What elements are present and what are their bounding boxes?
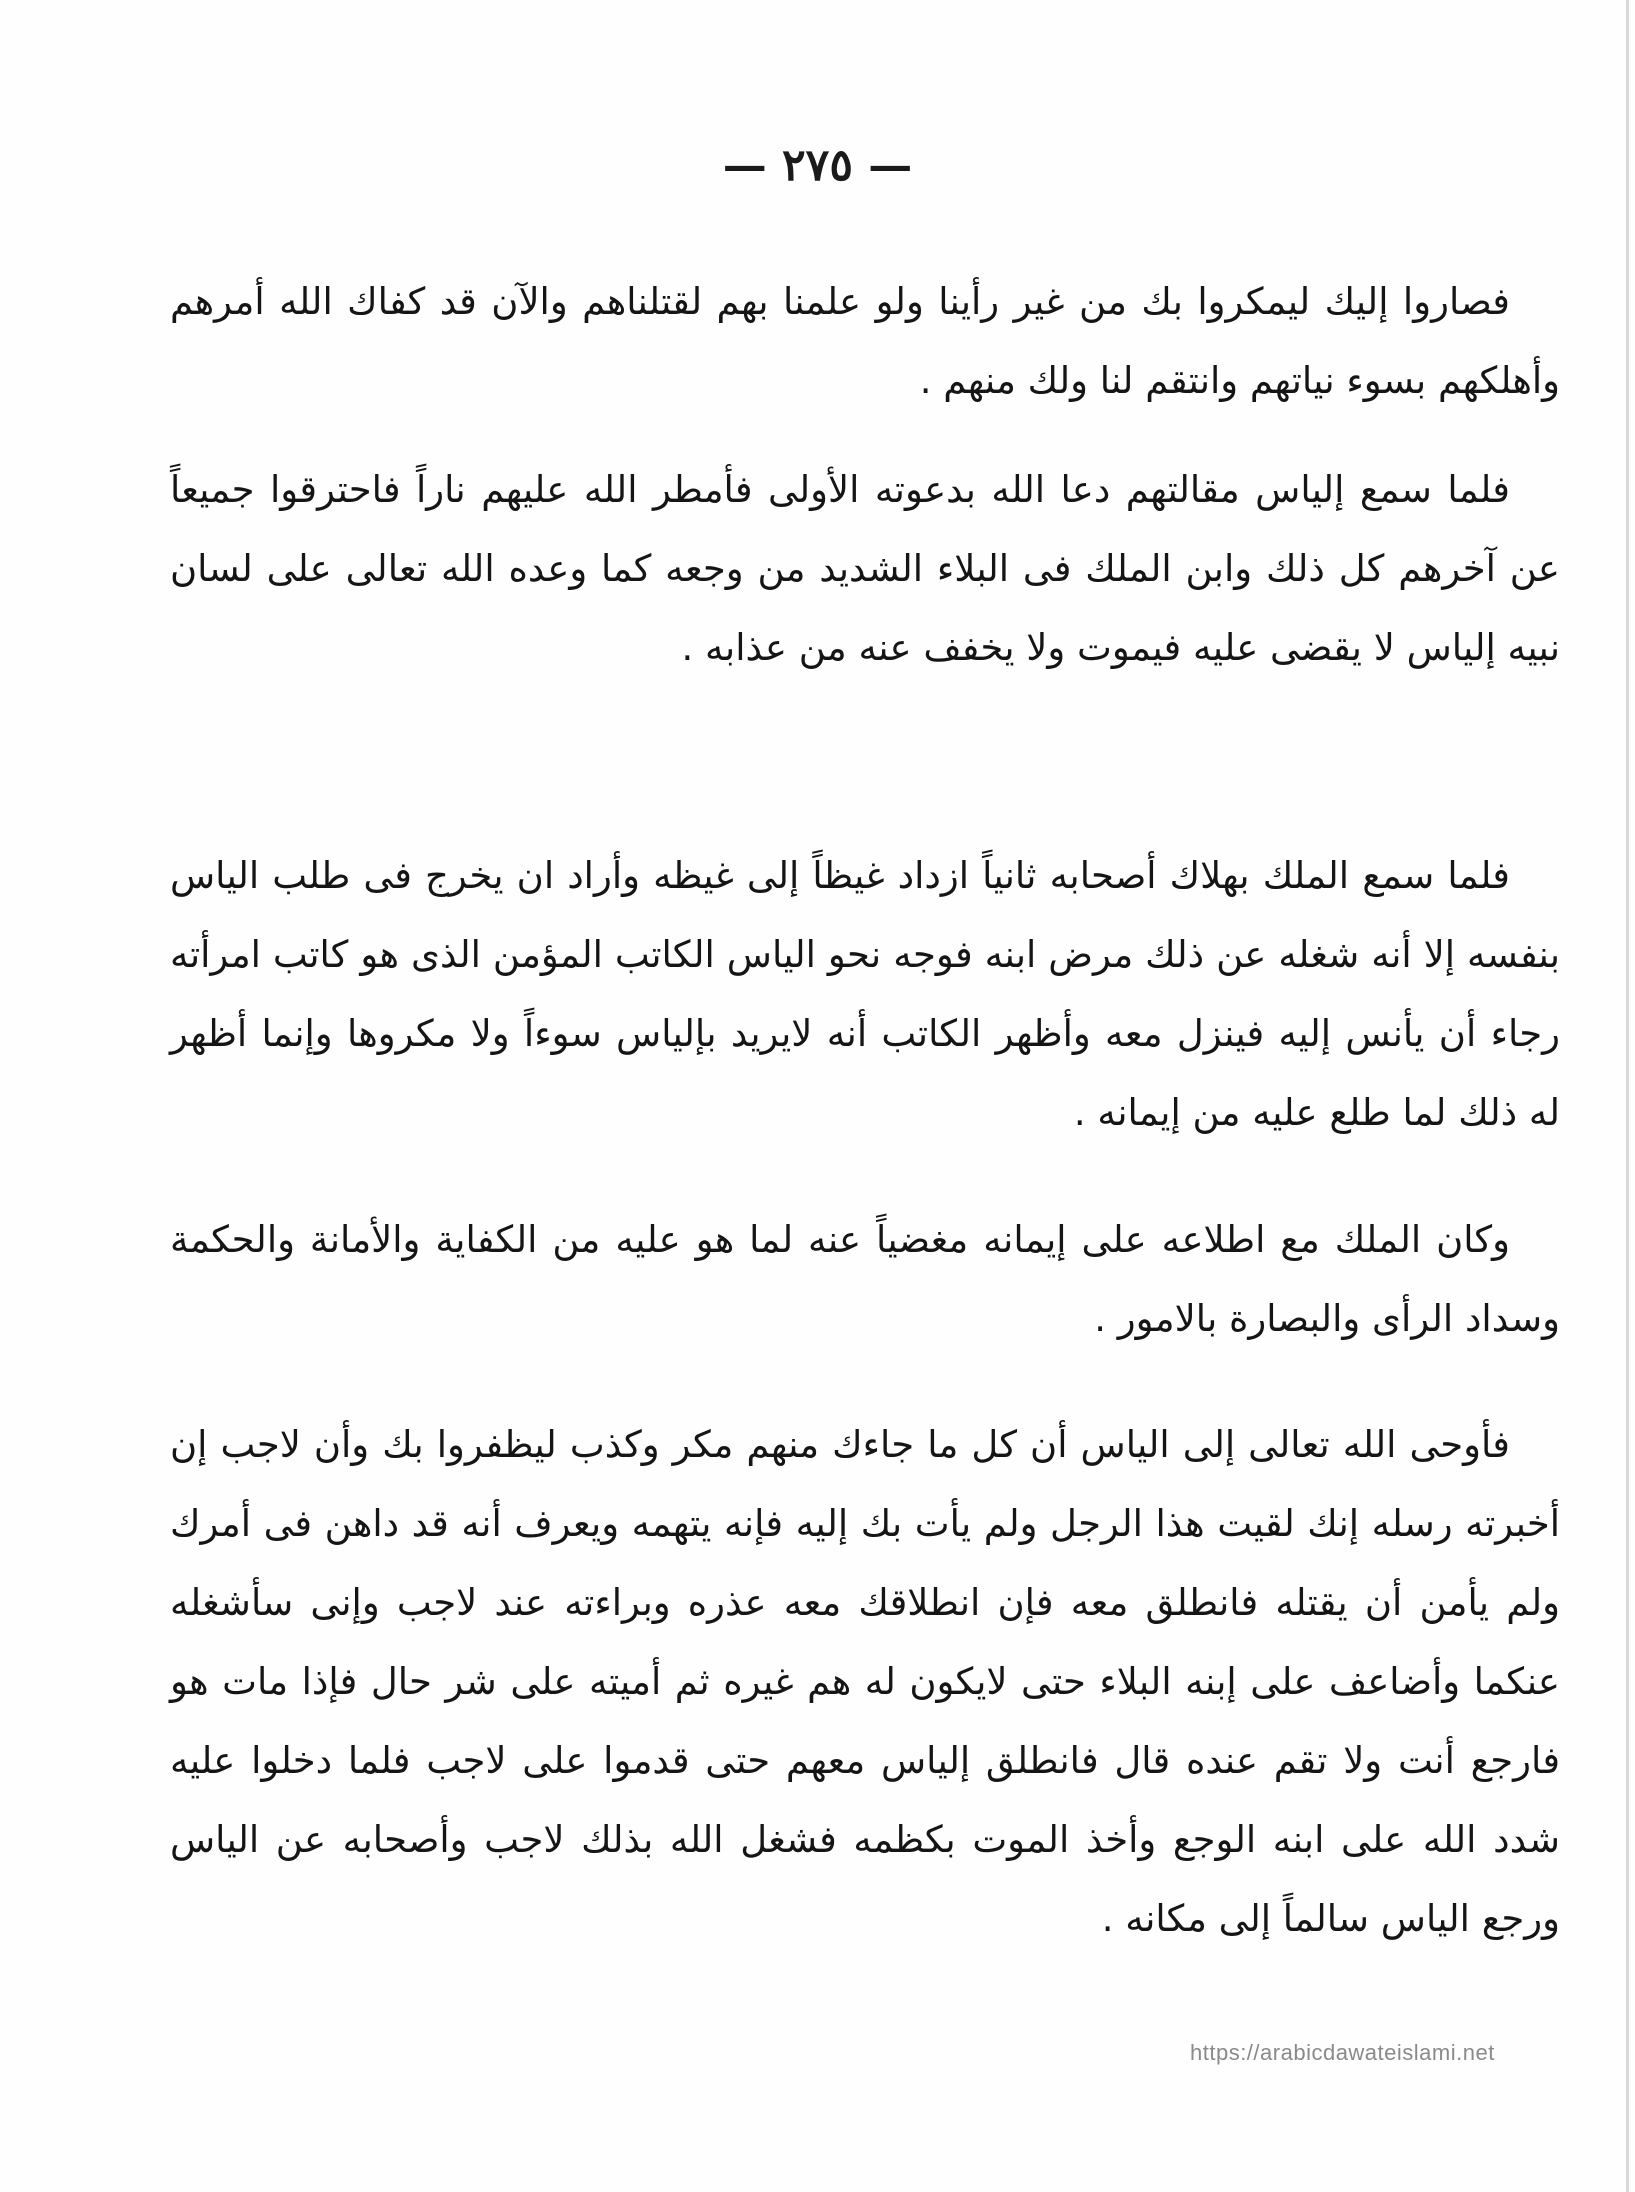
source-watermark: https://arabicdawateislami.net bbox=[1190, 2040, 1495, 2065]
paragraph-text: فصاروا إليك ليمكروا بك من غير رأينا ولو علمنا بهم لقتلناهم والآن قد كفاك الله أمرهم وأهلكهم بسوء نياتهم وانتقم لنا ولك منهم . bbox=[170, 280, 1560, 402]
paragraph-1 bbox=[170, 262, 1560, 420]
paragraph-text: فلما سمع إلياس مقالتهم دعا الله بدعوته الأولى فأمطر الله عليهم ناراً فاحترقوا جميعاً عن آخرهم كل ذلك وابن الملك فى البلاء الشديد من وجعه كما وعده الله تعالى على لسان نبيه إلياس لا يقضى عليه فيموت ولا يخفف عنه من عذابه . bbox=[170, 468, 1560, 669]
paragraph-4 bbox=[170, 1200, 1560, 1358]
paragraph-5 bbox=[170, 1405, 1560, 1958]
paragraph-3 bbox=[170, 836, 1560, 1152]
scan-edge-line bbox=[1626, 0, 1629, 2192]
paragraph-text: فأوحى الله تعالى إلى الياس أن كل ما جاءك منهم مكر وكذب ليظفروا بك وأن لاجب إن أخبرته رسله إنك لقيت هذا الرجل ولم يأت بك إليه فإنه يتهمه ويعرف أنه قد داهن فى أمرك ولم يأمن أن يقتله فانطلق معه فإن انطلاقك معه عذره وبراءته عند لاجب وإنى سأشغله عنكما وأضاعف على إبنه البلاء حتى لايكون له هم غيره ثم أميته على شر حال فإذا مات هو فارجع أنت ولا تقم عنده قال فانطلق إلياس معهم حتى قدموا على لاجب فلما دخلوا عليه شدد الله على ابنه الوجع وأخذ الموت بكظمه فشغل الله بذلك لاجب وأصحابه عن الياس ورجع الياس سالماً إلى مكانه . bbox=[170, 1423, 1560, 1940]
paragraph-text: فلما سمع الملك بهلاك أصحابه ثانياً ازداد غيظاً إلى غيظه وأراد ان يخرج فى طلب الياس بنفسه إلا أنه شغله عن ذلك مرض ابنه فوجه نحو الياس الكاتب المؤمن الذى هو كاتب امرأته رجاء أن يأنس إليه فينزل معه وأظهر الكاتب أنه لايريد بإلياس سوءاً ولا مكروها وإنما أظهر له ذلك لما طلع عليه من إيمانه . bbox=[170, 854, 1560, 1134]
paragraph-2 bbox=[170, 450, 1560, 687]
page-number: — ٢٧٥ — bbox=[722, 140, 913, 191]
paragraph-text: وكان الملك مع اطلاعه على إيمانه مغضياً عنه لما هو عليه من الكفاية والأمانة والحكمة وسداد الرأى والبصارة بالامور . bbox=[170, 1218, 1560, 1340]
